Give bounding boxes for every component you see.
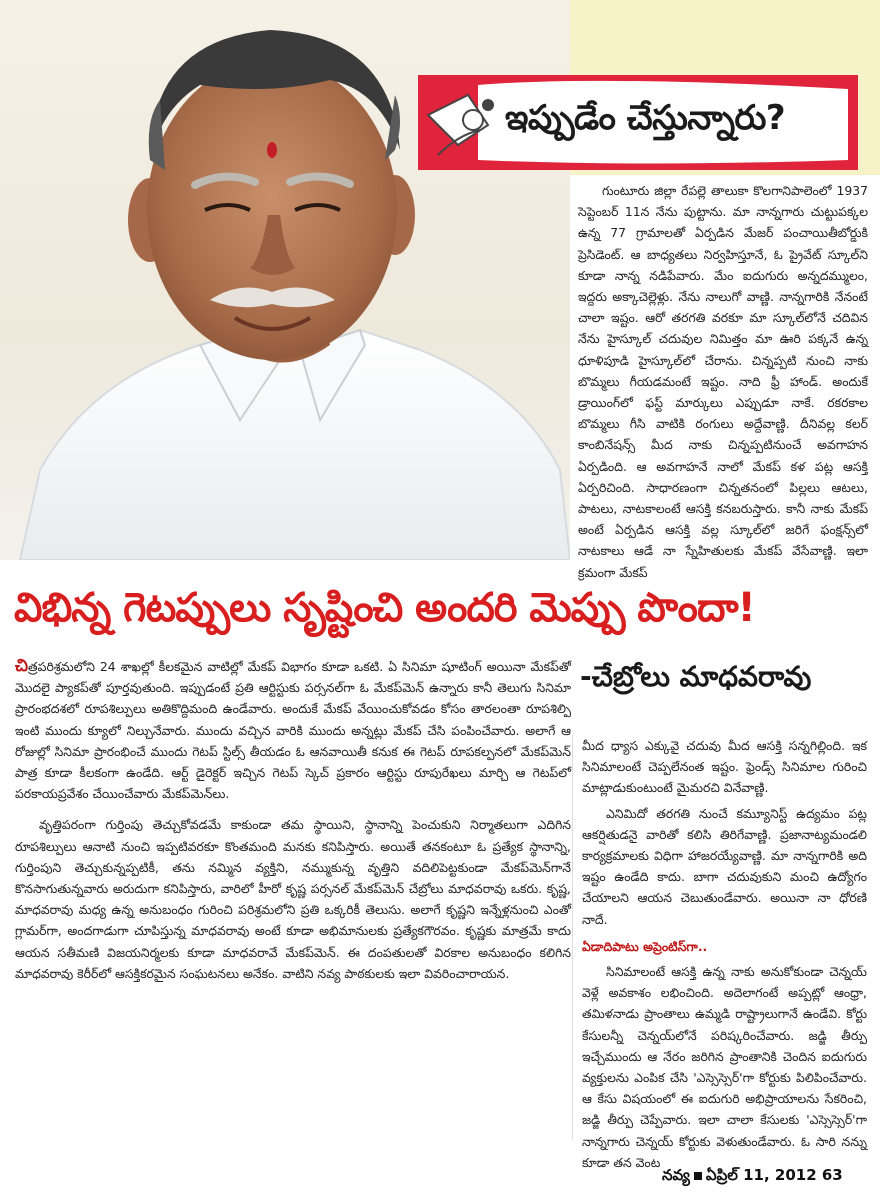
right-paragraph-2: ఎనిమిదో తరగతి నుంచే కమ్యూనిస్ట్ ఉద్యమం పట్ల ఆకర్షితుడనై వారితో కలిసి తిరిగేవాణ్ణి. ప్రజానాట్యమండలి కార్యక్రమాలకు విధిగా హాజరయ్యేవాణ్ణి. మా నాన్నగారికి అది ఇష్టం ఉండేది కాదు. బాగా చదువుకుని మంచి ఉద్యోగం చేయాలని ఆయన చెబుతుండేవారు. అయినా నా ధోరణి నాదే. [582, 805, 867, 927]
lead-paragraph [15, 656, 571, 804]
byline: -చేబ్రోలు మాధవరావు [580, 660, 812, 693]
right-paragraph-1: మీద ధ్యాస ఎక్కువై చదువు మీద ఆసక్తి సన్నగిల్లింది. ఇక సినిమాలంటే చెప్పలేనంత ఇష్టం. ఫ్రెండ్స్ సినిమాల గురించి మాట్లాడుకుంటుంటే మైమరచి వినేవాణ్ణి. [582, 738, 867, 796]
intro-column [578, 180, 868, 583]
magazine-name: నవ్య [662, 1166, 690, 1184]
subheading: ఏడాదిపాటు అప్రెంటిస్‌గా.. [582, 938, 708, 954]
right-paragraph-3: సినిమాలంటే ఆసక్తి ఉన్న నాకు అనుకోకుండా చెన్నయ్ వెళ్లే అవకాశం లభించింది. అదెలాగంటే అప్పట్లో ఆంధ్రా, తమిళనాడు ప్రాంతాలు ఉమ్మడి రాష్ట్రాలుగానే ఉండేవి. కోర్టు కేసులన్నీ చెన్నయ్‌లోనే పరిష్కరించేవారు. జడ్జి తీర్పు ఇచ్చేముందు ఆ నేరం జరిగిన ప్రాంతానికి చెందిన ఐదుగురు వ్యక్తులను ఎంపిక చేసి 'ఎస్సెస్సెర్'గా కోర్టుకు పిలిపించేవారు. ఆ కేసు విషయంలో ఈ ఐదుగురి అభిప్రాయాలను సేకరించి, జడ్జి తీర్పు చెప్పేవారు. ఇలా చాలా కేసులకు 'ఎస్సెస్సెర్'గా నాన్నగారు చెన్నయ్ కోర్టుకు వెళుతుండేవారు. ఓ సారి నన్ను కూడా తన వెంట [582, 964, 867, 1170]
intro-paragraph: గుంటూరు జిల్లా రేపల్లె తాలుకా కొలగానిపాలెంలో 1937 సెప్టెంబర్ 11న నేను పుట్టాను. మా నాన్నగారు చుట్టుపక్కల ఉన్న 77 గ్రామాలతో ఏర్పడిన మేజర్ పంచాయితీబోర్డుకి ప్రెసిడెంట్. ఆ బాధ్యతలు నిర్వహిస్తూనే, ఓ ప్రైవేట్ స్కూల్‌ని కూడా నాన్న నడిపేవారు. మేం ఐదుగురు అన్నదమ్ములం, ఇద్దరు అక్కాచెల్లెళ్లు. నేను నాలుగో వాణ్ణి. నాన్నగారికి నేనంటే చాలా ఇష్టం. ఆరో తరగతి వరకూ మా స్కూల్‌లోనే చదివిన నేను హైస్కూల్ చదువుల నిమిత్తం మా ఊరి పక్కనే ఉన్న ధూళిపూడి హైస్కూల్‌లో చేరాను. చిన్నప్పటి నుంచి నాకు బొమ్మలు గీయడమంటే ఇష్టం. నాది ఫ్రీ హాండ్. అందుకే డ్రాయింగ్‌లో ఫస్ట్ మార్కులు ఎప్పుడూ నాకే. రకరకాల బొమ్మలు గీసి వాటికి రంగులు అద్దేవాణ్ణి. దీనివల్ల కలర్ కాంబినేషన్స్ మీద నాకు చిన్నప్పటినుంచే అవగాహన ఏర్పడింది. ఆ అవగాహనే నాలో మేకప్ కళ పట్ల ఆసక్తి ఏర్పరిచింది. సాధారణంగా చిన్నతనంలో పిల్లలు ఆటలు, పాటలు, నాటకాలంటే ఆసక్తి కనబరుస్తారు. కానీ నాకు మేకప్ అంటే ఏర్పడిన ఆసక్తి వల్ల స్కూల్‌లో జరిగే ఫంక్షన్స్‌లో నాటకాలు ఆడే నా స్నేహితులకు మేకప్ వేసేవాణ్ణి. ఇలా క్రమంగా మేకప్ [578, 183, 868, 580]
lead-paragraph-text: త్రపరిశ్రమలోని 24 శాఖల్లో కీలకమైన వాటిల్లో మేకప్ విభాగం కూడా ఒకటి. ఏ సినిమా షూటింగ్ అయినా మేకప్‌తో మొదలై ప్యాకప్‌తో పూర్తవుతుంది. ఇప్పుడంటే ప్రతి ఆర్టిస్టుకు పర్సనల్‌గా ఓ మేకప్‌మెన్ ఉన్నారు కానీ తెలుగు సినిమా ప్రారంభదశలో రూపశిల్పులు అతికొద్దిమంది ఉండేవారు. అందుకే మేకప్ వేయించుకోవడం కోసం తారలంతా రూపశిల్పి ఇంటి ముందు క్యూలో నిల్చునేవారు. ముందు వచ్చిన వారికి ముందు అన్నట్లు మేకప్ చేసి పంపించేవారు. అలాగే ఆ రోజుల్లో సినిమా ప్రారంభించే ముందు గెటప్ స్టిల్స్ తీయడం ఓ ఆనవాయితీ కనుక ఈ గెటప్ రూపకల్పనలో మేకప్‌మెన్ పాత్ర కూడా కీలకంగా ఉండేది. ఆర్ట్ డైరెక్టర్ ఇచ్చిన గెటప్ స్కెచ్ ప్రకారం ఆర్టిస్టు రూపురేఖలు మార్చి ఆ గెటప్‌లో పరకాయప్రవేశం చేయించేవారు మేకప్‌మెన్‌లు. [15, 659, 571, 802]
separator-square-icon [694, 1172, 702, 1180]
page-number: 63 [821, 1166, 843, 1184]
page-footer [662, 1166, 843, 1188]
issue-date: ఏప్రిల్ 11, 2012 [705, 1166, 817, 1184]
column-divider [572, 735, 573, 1140]
right-column [582, 735, 867, 1173]
body-paragraph: వృత్తిపరంగా గుర్తింపు తెచ్చుకోవడమే కాకుండా తమ స్థాయిని, స్థానాన్ని పెంచుకుని నిర్మాతలుగా ఎదిగిన రూపశిల్పులు ఆనాటి నుంచి ఇప్పటివరకూ కొంతమంది మనకు కనిపిస్తారు. అయితే తనకంటూ ఓ ప్రత్యేక స్థానాన్ని, గుర్తింపుని తెచ్చుకున్నప్పటికీ, తను నమ్మిన వ్యక్తిని, నమ్ముకున్న వృత్తిని వదిలిపెట్టకుండా మేకప్‌మెన్‌గానే కొనసాగుతున్నవారు అరుదుగా కనిపిస్తారు, వారిలో హీరో కృష్ణ పర్సనల్ మేకప్‌మెన్ చేబ్రోలు మాధవరావు ఒకరు. కృష్ణ, మాధవరావు మధ్య ఉన్న అనుబంధం గురించి పరిశ్రమలోని ప్రతి ఒక్కరికీ తెలుసు. అలాగే కృష్ణని ఇన్నేళ్లనుంచి ఎంతో గ్లామర్‌గా, అందగాడుగా చూపిస్తున్న మాధవరావు అంటే కూడా అభిమానులకు ప్రత్యేకగౌరవం. కృష్ణకు మాత్రమే కాదు ఆయన సతీమణి విజయనిర్మలకు కూడా మాధవరావే మేకప్‌మెన్. ఈ దంపతులతో విరకాల అనుబంధం కలిగిన మాధవరావు కెరీర్‌లో ఆసక్తికరమైన సంఘటనలు అనేకం. వాటిని నవ్య పాఠకులకు ఇలా వివరించారాయన. [15, 817, 571, 981]
article-headline: విభిన్న గెటప్పులు సృష్టించి అందరి మెప్పు పొందా! [14, 585, 755, 631]
dropcap: చి [15, 656, 29, 676]
main-column [15, 656, 571, 984]
banner-title: ఇప్పుడేం చేస్తున్నారు? [505, 98, 786, 138]
